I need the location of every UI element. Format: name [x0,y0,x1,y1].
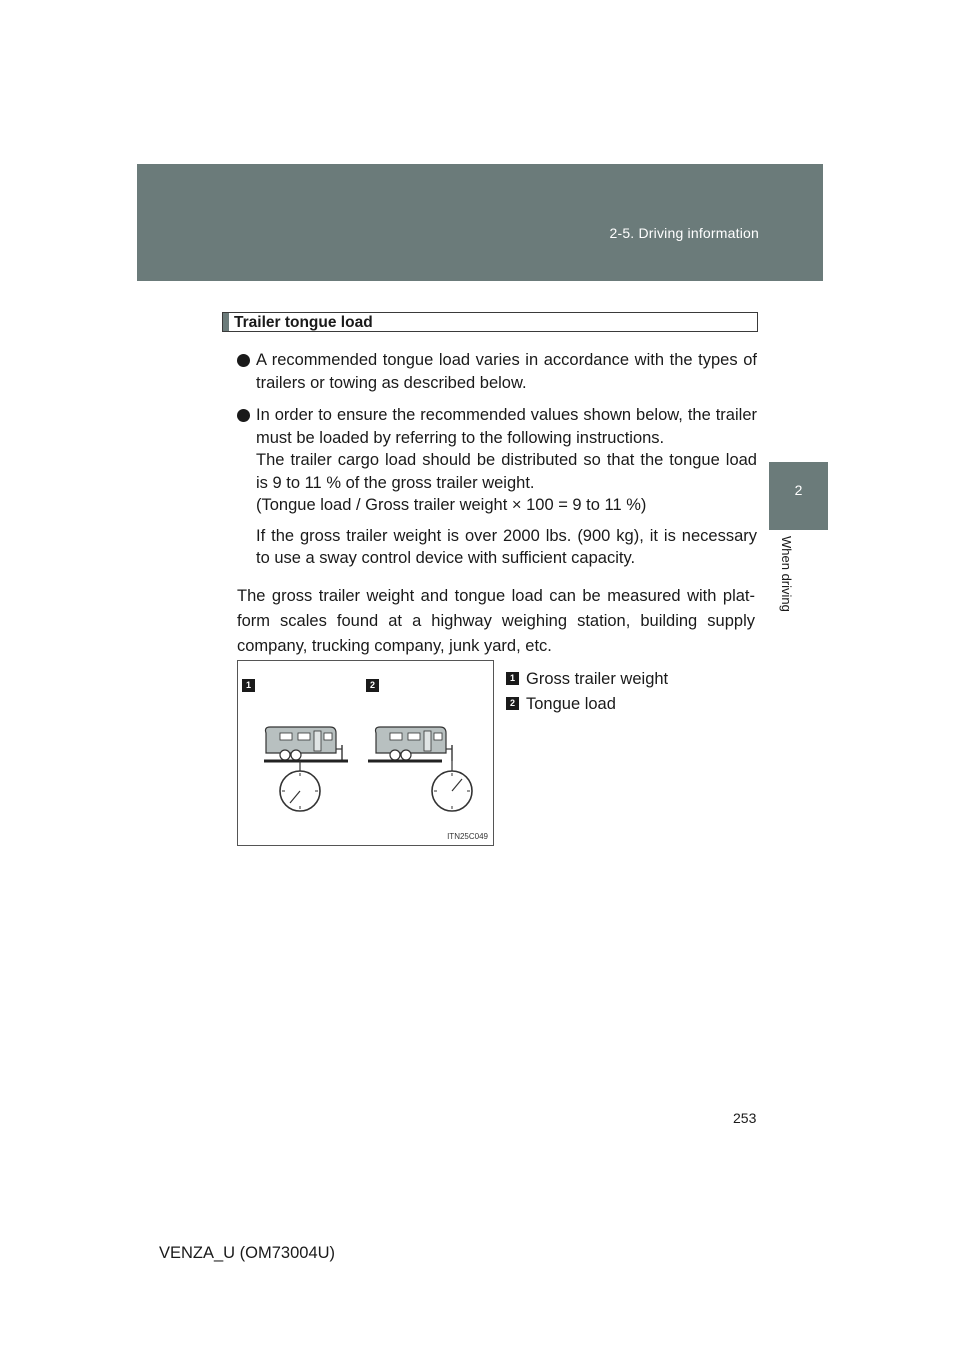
heading-text: Trailer tongue load [234,314,373,331]
bullet-text: A recommended tongue load varies in accordance with the types of trailers or towing as described below. [256,351,757,392]
bullet-subtext: The trailer cargo load should be distributed so that the tongue load is 9 to 11 % of the gross trailer weight. [256,451,757,492]
body-paragraph: The gross trailer weight and tongue load can be measured with plat-form scales found at a highway weighing station, building supply company, trucking company, junk yard, etc. [237,587,755,655]
bullet-item [237,404,757,570]
legend-label: Tongue load [526,695,616,713]
bullet-dot-icon [237,409,250,422]
section-heading [222,312,758,332]
bullet-item [237,349,757,394]
scale-icon-left [280,761,320,811]
legend-badge: 2 [506,697,519,710]
figure-badge-2: 2 [366,679,379,692]
section-title: 2-5. Driving information [609,225,759,241]
legend-badge: 1 [506,672,519,685]
heading-accent-bar [223,313,229,331]
legend-item [506,669,766,689]
legend-item [506,694,766,714]
bullet-formula: (Tongue load / Gross trailer weight × 100 = 9 to 11 %) [256,496,647,514]
bullet-dot-icon [237,354,250,367]
page-number: 253 [733,1110,757,1126]
bullet-note: If the gross trailer weight is over 2000 lbs. (900 kg), it is necessary to use a sway control device with sufficient capacity. [256,526,757,567]
trailer-scale-illustration [238,661,493,845]
bullet-text: In order to ensure the recommended values shown below, the trailer must be loaded by referring to the following instructions. [256,406,757,447]
chapter-title: When driving [779,536,794,612]
figure-code: ITN25C049 [447,832,488,841]
figure-badge-1: 1 [242,679,255,692]
legend-label: Gross trailer weight [526,670,669,688]
header-band [137,164,823,281]
trailer-icon-left [264,727,348,761]
trailer-icon-right [368,727,452,761]
scale-icon-right [432,761,472,811]
chapter-number: 2 [794,482,803,498]
manual-code: VENZA_U (OM73004U) [159,1244,336,1262]
trailer-weight-figure [237,660,494,846]
chapter-tab [769,462,828,530]
